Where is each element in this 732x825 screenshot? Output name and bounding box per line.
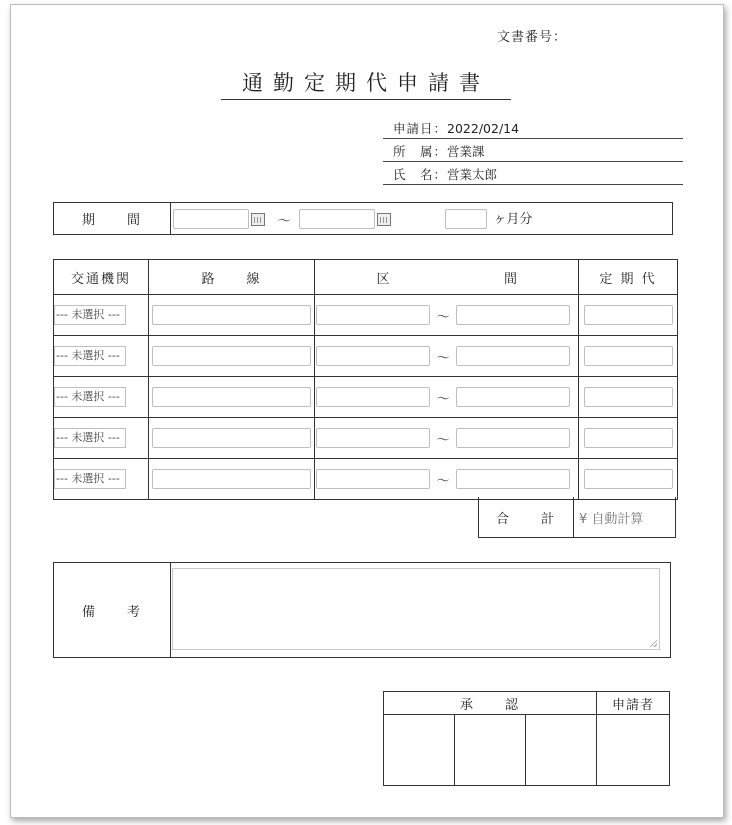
- section-from-input[interactable]: [316, 346, 430, 366]
- name-label: 氏 名：: [393, 167, 448, 182]
- table-row: [54, 377, 678, 418]
- period-tilde: ～: [277, 213, 291, 229]
- transport-select[interactable]: --- 未選択 ---: [54, 346, 126, 366]
- applicant-label: 申請者: [597, 692, 670, 715]
- period-inputs: [171, 203, 673, 235]
- total-value: ¥ 自動計算: [574, 497, 676, 538]
- section-from-input[interactable]: [316, 387, 430, 407]
- name-value: 営業太郎: [447, 167, 498, 182]
- table-row: [54, 336, 678, 377]
- approval-label: 承 認: [384, 692, 597, 715]
- approval-stamp-box: [384, 715, 455, 786]
- department-label: 所 属：: [393, 144, 448, 159]
- fare-input[interactable]: [584, 305, 673, 325]
- route-input[interactable]: [152, 346, 311, 366]
- period-label: 期 間: [54, 203, 171, 235]
- page-title: 通勤定期代申請書: [221, 67, 511, 100]
- total-label: 合 計: [479, 497, 574, 538]
- period-end-input[interactable]: [299, 209, 375, 229]
- period-start-input[interactable]: [173, 209, 249, 229]
- header-route: 路 線: [149, 260, 315, 295]
- calendar-icon[interactable]: [377, 213, 391, 226]
- section-from-input[interactable]: [316, 469, 430, 489]
- total-table: [478, 497, 676, 538]
- applicant-stamp-box: [597, 715, 670, 786]
- approval-stamp-box: [455, 715, 526, 786]
- route-input[interactable]: [152, 387, 311, 407]
- doc-number-label: 文書番号：: [497, 30, 568, 45]
- section-to-input[interactable]: [456, 469, 570, 489]
- document-sheet: [10, 4, 724, 818]
- section-from-input[interactable]: [316, 428, 430, 448]
- header-section-right: 間: [503, 271, 519, 287]
- transport-select[interactable]: --- 未選択 ---: [54, 387, 126, 407]
- table-row: [54, 418, 678, 459]
- table-row: [54, 295, 678, 336]
- period-table: [53, 202, 673, 235]
- fare-input[interactable]: [584, 469, 673, 489]
- section-tilde: ～: [436, 473, 450, 489]
- approval-table: [383, 691, 670, 786]
- section-tilde: ～: [436, 432, 450, 448]
- fare-input[interactable]: [584, 346, 673, 366]
- transport-select[interactable]: --- 未選択 ---: [54, 469, 126, 489]
- resize-handle-icon[interactable]: [649, 639, 657, 647]
- header-section-left: 区: [376, 271, 392, 287]
- section-to-input[interactable]: [456, 387, 570, 407]
- section-tilde: ～: [436, 350, 450, 366]
- remarks-textarea[interactable]: [172, 568, 660, 650]
- section-tilde: ～: [436, 391, 450, 407]
- name-row: [383, 166, 683, 185]
- fare-input[interactable]: [584, 387, 673, 407]
- months-input[interactable]: [445, 209, 487, 229]
- table-row: [54, 459, 678, 500]
- remarks-label: 備 考: [54, 563, 171, 658]
- route-input[interactable]: [152, 469, 311, 489]
- application-date-value: 2022/02/14: [447, 121, 520, 136]
- calendar-icon[interactable]: [251, 213, 265, 226]
- department-value: 営業課: [447, 144, 485, 159]
- transport-select[interactable]: --- 未選択 ---: [54, 305, 126, 325]
- application-date-row: [383, 120, 683, 139]
- section-to-input[interactable]: [456, 305, 570, 325]
- department-row: [383, 143, 683, 162]
- route-input[interactable]: [152, 305, 311, 325]
- header-fare: 定 期 代: [579, 260, 678, 295]
- header-section: [315, 260, 579, 295]
- section-to-input[interactable]: [456, 428, 570, 448]
- section-to-input[interactable]: [456, 346, 570, 366]
- months-suffix: ヶ月分: [493, 211, 533, 227]
- route-input[interactable]: [152, 428, 311, 448]
- section-from-input[interactable]: [316, 305, 430, 325]
- header-transport: 交通機関: [54, 260, 149, 295]
- application-date-label: 申請日：: [393, 121, 448, 136]
- commute-table: [53, 259, 678, 500]
- fare-input[interactable]: [584, 428, 673, 448]
- transport-select[interactable]: --- 未選択 ---: [54, 428, 126, 448]
- section-tilde: ～: [436, 309, 450, 325]
- approval-stamp-box: [526, 715, 597, 786]
